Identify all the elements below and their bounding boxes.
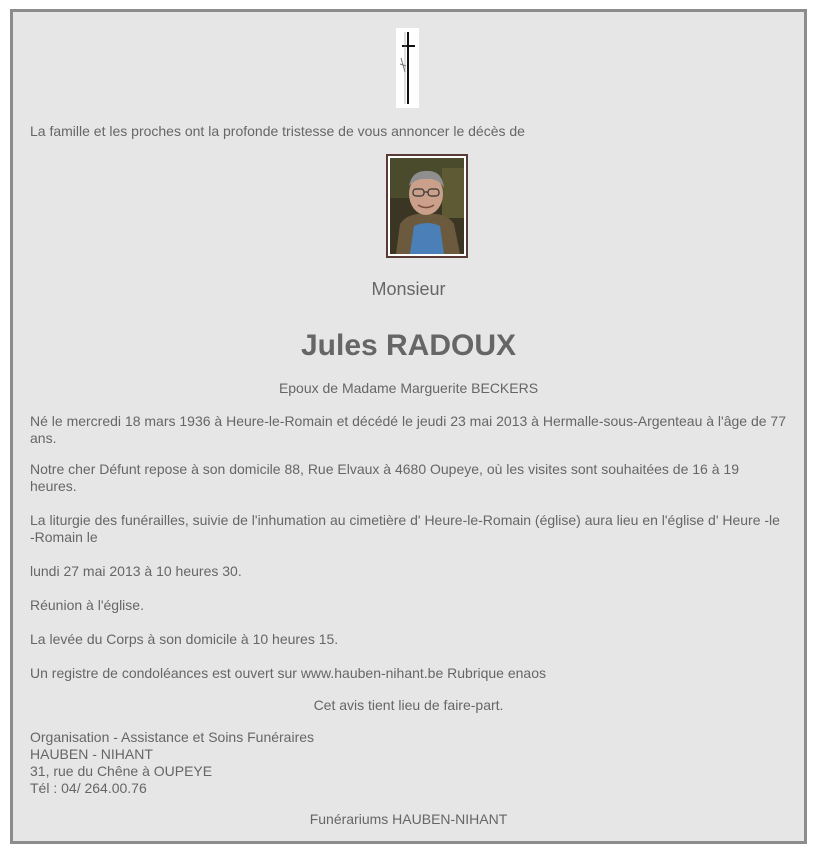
meeting-text: Réunion à l'église. xyxy=(30,597,144,613)
liturgy-text: La liturgie des funérailles, suivie de l'inhumation au cimetière d' Heure-le-Romain (église) aura lieu en l'église d' Heure -le -Romain le xyxy=(30,512,780,545)
repose-text: Notre cher Défunt repose à son domicile 88, Rue Elvaux à 4680 Oupeye, où les visites sont souhaitées de 16 à 19 heures. xyxy=(30,461,739,494)
registry-text: Un registre de condoléances est ouvert sur www.hauben-nihant.be Rubrique enaos xyxy=(30,665,546,681)
organisation-line-2: HAUBEN - NIHANT xyxy=(30,746,153,762)
footer-text: Funérariums HAUBEN-NIHANT xyxy=(309,811,508,827)
organisation-block xyxy=(30,729,787,797)
civility: Monsieur xyxy=(371,279,446,299)
organisation-line-1: Organisation - Assistance et Soins Funéraires xyxy=(30,729,315,745)
body-removal-text: La levée du Corps à son domicile à 10 heures 15. xyxy=(30,631,339,647)
funeral-date: lundi 27 mai 2013 à 10 heures 30. xyxy=(30,563,242,579)
portrait-photo xyxy=(386,154,468,258)
birth-death-text: Né le mercredi 18 mars 1936 à Heure-le-Romain et décédé le jeudi 23 mai 2013 à Hermalle-sous-Argenteau à l'âge de 77 ans. xyxy=(30,413,786,446)
obituary-card xyxy=(10,9,807,844)
deceased-name: Jules RADOUX xyxy=(300,329,517,362)
spouse-line: Epoux de Madame Marguerite BECKERS xyxy=(278,380,539,396)
organisation-phone: Tél : 04/ 264.00.76 xyxy=(30,780,147,796)
notice-text: Cet avis tient lieu de faire-part. xyxy=(313,697,504,713)
cross-icon xyxy=(396,28,419,108)
intro-text: La famille et les proches ont la profonde tristesse de vous annoncer le décès de xyxy=(30,123,525,139)
organisation-address: 31, rue du Chêne à OUPEYE xyxy=(30,763,213,779)
